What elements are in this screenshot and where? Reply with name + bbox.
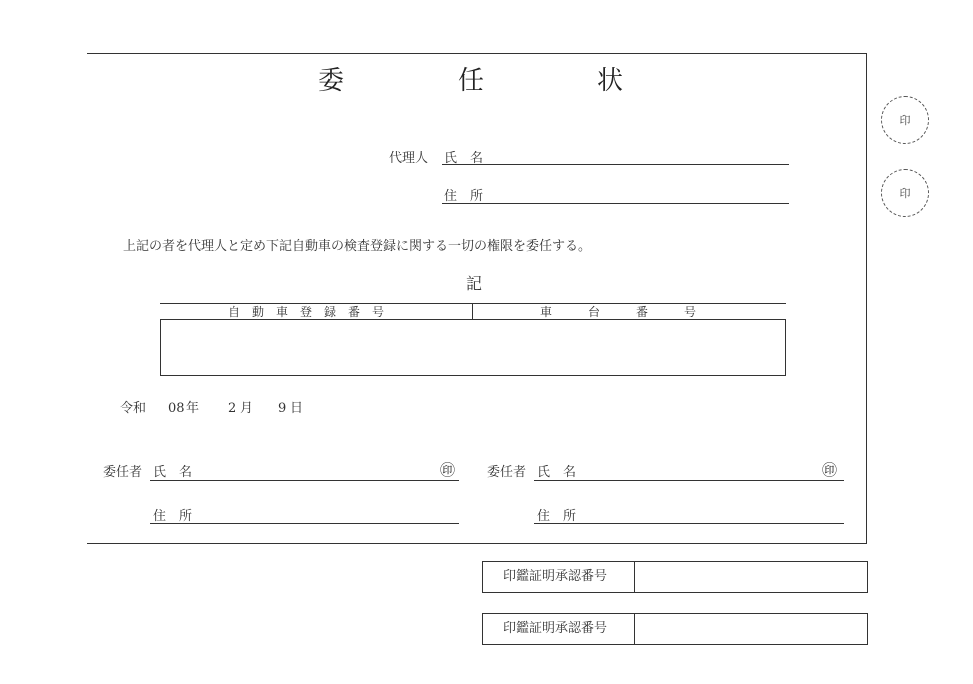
date-year: 08	[168, 401, 185, 416]
date-year-unit: 年	[186, 401, 200, 416]
side-seal-2-label: 印	[899, 187, 911, 200]
date-day-unit: 日	[290, 401, 304, 416]
date-day: 9	[278, 401, 287, 416]
table-header-top-line	[160, 303, 786, 304]
certificate-box-1	[482, 561, 868, 593]
frame-bottom-border	[87, 543, 867, 544]
principal-1-address-label: 住 所	[153, 509, 193, 524]
title-char-3: 状	[597, 66, 624, 96]
principal-1-label: 委任者	[103, 465, 143, 480]
side-seal-2	[881, 169, 929, 217]
principal-1-seal-mark: ㊞	[440, 461, 456, 479]
agent-name-label: 氏 名	[444, 151, 484, 166]
frame-right-border	[866, 53, 867, 544]
certificate-2-divider	[634, 614, 635, 644]
principal-2-name-label: 氏 名	[537, 465, 577, 480]
certificate-box-2	[482, 613, 868, 645]
side-seal-1-label: 印	[899, 114, 911, 127]
date-month-unit: 月	[240, 401, 254, 416]
title-char-1: 委	[318, 66, 345, 96]
agent-label: 代理人	[389, 151, 429, 166]
certificate-1-label: 印鑑証明承認番号	[503, 569, 608, 584]
record-heading: 記	[466, 274, 483, 293]
agent-name-field[interactable]	[442, 164, 789, 165]
table-header-divider	[472, 303, 473, 319]
col-chassis-number-header: 車 台 番 号	[540, 305, 697, 319]
principal-1-address-field[interactable]	[150, 523, 459, 524]
principal-1-name-field[interactable]	[150, 480, 459, 481]
principal-1-name-label: 氏 名	[153, 465, 193, 480]
date-era: 令和	[120, 401, 147, 416]
principal-2-name-field[interactable]	[534, 480, 844, 481]
col-registration-number-header: 自 動 車 登 録 番 号	[228, 305, 385, 319]
side-seal-1	[881, 96, 929, 144]
frame-top-border	[87, 53, 867, 54]
delegation-statement: 上記の者を代理人と定め下記自動車の検査登録に関する一切の権限を委任する。	[123, 239, 592, 254]
principal-2-seal-mark: ㊞	[822, 461, 838, 479]
date-month: 2	[228, 401, 237, 416]
certificate-1-divider	[634, 562, 635, 592]
agent-address-field[interactable]	[442, 203, 789, 204]
title-char-2: 任	[458, 66, 485, 96]
principal-2-label: 委任者	[487, 465, 527, 480]
principal-2-address-field[interactable]	[534, 523, 844, 524]
principal-2-address-label: 住 所	[537, 509, 577, 524]
vehicle-value-box[interactable]	[160, 319, 786, 376]
certificate-2-label: 印鑑証明承認番号	[503, 621, 608, 636]
agent-address-label: 住 所	[444, 189, 484, 204]
